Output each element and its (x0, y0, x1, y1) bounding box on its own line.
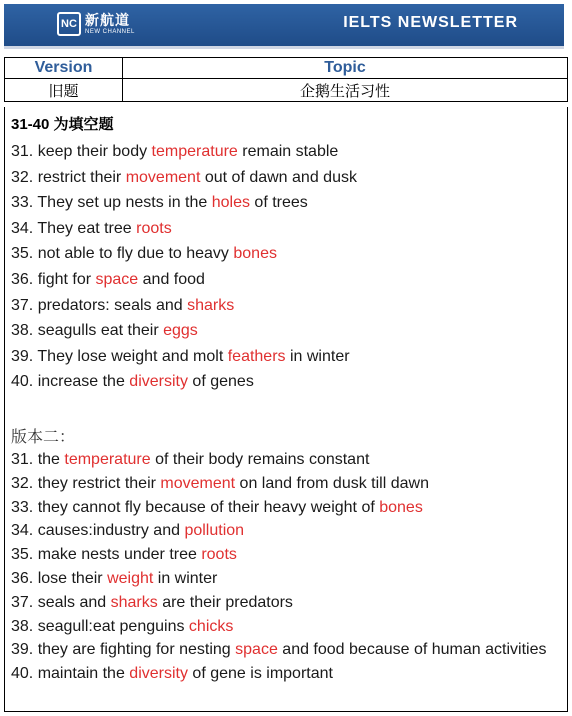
section-title: 31-40 为填空题 (11, 116, 114, 133)
answer-text: 32. they restrict their (11, 474, 161, 492)
answer-text-end: in winter (153, 569, 218, 587)
answer-keyword: movement (125, 168, 201, 186)
answer-text: 34. They eat tree (11, 219, 137, 237)
answer-text-end: out of dawn and dusk (200, 168, 357, 186)
answer-text: 31. keep their body (11, 143, 152, 160)
answer-text: 32. restrict their (11, 168, 126, 186)
answer-item (11, 318, 567, 344)
answer-keyword: sharks (187, 296, 235, 314)
answer-text: 40. increase the (11, 373, 130, 391)
answer-item (11, 190, 567, 216)
answer-item (11, 216, 567, 242)
answer-keyword: feathers (227, 347, 286, 365)
answer-text-end: and food (138, 270, 205, 288)
answer-text-end: of genes (187, 373, 254, 391)
answer-keyword: chicks (188, 617, 234, 635)
answer-item (11, 448, 567, 472)
answer-keyword: movement (160, 474, 236, 492)
answer-text: 35. make nests under tree (11, 546, 202, 564)
version1-list (11, 139, 567, 395)
answer-item (11, 139, 567, 165)
answer-text-end: remain stable (237, 143, 339, 160)
version-value: 旧题 (5, 79, 123, 102)
answer-text: 39. they are fighting for nesting (11, 641, 236, 659)
answer-keyword: diversity (129, 373, 188, 391)
version-header: Version (5, 58, 123, 79)
answer-item (11, 165, 567, 191)
answer-text-end: on land from dusk till dawn (235, 474, 429, 492)
answer-item (11, 662, 567, 686)
answer-keyword: holes (211, 194, 250, 212)
answer-keyword: temperature (64, 450, 151, 468)
answer-text: 33. they cannot fly because of their heavy weight of (11, 498, 380, 516)
answer-item (11, 293, 567, 319)
answer-keyword: weight (107, 569, 154, 587)
answer-text: 38. seagull:eat penguins (11, 617, 189, 635)
logo-text: 新航道 (85, 12, 130, 28)
answer-text-end: of their body remains constant (150, 450, 370, 468)
answer-text-end: and food because of human activities (277, 641, 547, 659)
answer-text-end: of trees (249, 194, 308, 212)
answer-text: 33. They set up nests in the (11, 194, 212, 212)
answer-item (11, 369, 567, 395)
answer-item (11, 344, 567, 370)
newsletter-title: IELTS NEWSLETTER (343, 14, 518, 31)
answer-text: 36. lose their (11, 569, 108, 587)
answer-text: 37. seals and (11, 593, 111, 611)
answer-text-end: in winter (285, 347, 350, 365)
answer-item (11, 638, 567, 662)
version-topic-table (4, 57, 568, 102)
answer-item (11, 267, 567, 293)
answer-keyword: temperature (151, 143, 238, 160)
logo-subtext: NEW CHANNEL (85, 29, 135, 35)
answer-text-end: of gene is important (187, 665, 333, 683)
answer-item (11, 591, 567, 615)
brand-logo (57, 12, 135, 36)
answer-item (11, 567, 567, 591)
answer-text: 37. predators: seals and (11, 296, 188, 314)
newsletter-banner (4, 4, 564, 49)
answer-keyword: pollution (184, 522, 245, 540)
answer-keyword: diversity (129, 665, 188, 683)
answer-item (11, 496, 567, 520)
answer-keyword: roots (201, 546, 237, 564)
answer-item (11, 519, 567, 543)
answer-text: 35. not able to fly due to heavy (11, 245, 234, 263)
answer-text-end: are their predators (157, 593, 293, 611)
answer-keyword: space (235, 641, 278, 659)
answer-item (11, 615, 567, 639)
topic-header: Topic (123, 58, 568, 79)
answer-item (11, 241, 567, 267)
answer-keyword: space (95, 270, 139, 288)
answers-panel (4, 107, 568, 712)
version2-list (11, 448, 567, 686)
answer-text: 34. causes:industry and (11, 522, 185, 540)
answer-text: 36. fight for (11, 270, 96, 288)
answer-keyword: bones (233, 245, 277, 263)
answer-keyword: sharks (110, 593, 158, 611)
logo-icon: NC (57, 12, 81, 36)
answer-keyword: roots (136, 219, 172, 237)
answer-text: 38. seagulls eat their (11, 322, 164, 340)
answer-item (11, 543, 567, 567)
version2-title: 版本二： (11, 426, 76, 446)
answer-text: 39. They lose weight and molt (11, 347, 228, 365)
answer-text: 40. maintain the (11, 665, 130, 683)
answer-item (11, 472, 567, 496)
answer-text: 31. the (11, 450, 65, 468)
topic-value: 企鹅生活习性 (123, 79, 568, 102)
answer-keyword: bones (379, 498, 423, 516)
answer-keyword: eggs (163, 322, 198, 340)
